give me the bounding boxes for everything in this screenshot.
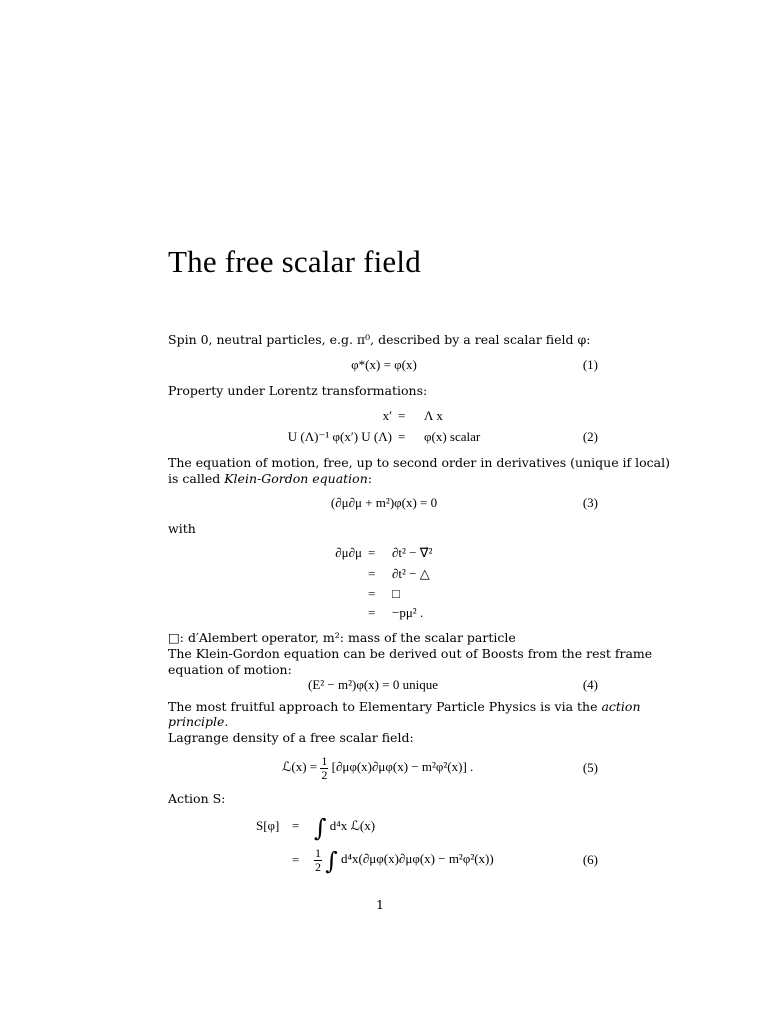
equation-5-frac-den: 2 [321,767,328,782]
equation-5-number: (5) [582,760,598,775]
paragraph-boosts-line2: equation of motion: [168,662,292,677]
equation-3-body: (∂μ∂μ + m²)φ(x) = 0 [330,495,438,510]
equation-5-fraction [320,755,328,782]
page-title: The free scalar field [168,244,421,279]
paragraph-intro: Spin 0, neutral particles, e.g. π⁰, described by a real scalar field φ: [168,332,591,347]
paragraph-lagrange: Lagrange density of a free scalar field: [168,730,414,745]
equation-5-rhs: [∂μφ(x)∂μφ(x) − m²φ²(x)] . [331,759,474,774]
paragraph-action-line2 [168,714,228,730]
integral-symbol: ∫ [325,847,338,875]
dalembert-rel-2: = [368,566,376,581]
dalembert-lhs: ∂μ∂μ [335,545,362,560]
equation-5 [282,752,473,782]
dalembert-rel-1: = [368,545,376,560]
equation-4-number: (4) [582,677,598,692]
paragraph-action-prefix: The most fruitful approach to Elementary Particle Physics is via the [168,699,598,714]
equation-2-row2-rhs: φ(x) scalar [424,429,481,444]
equation-2-number: (2) [582,429,598,444]
paragraph-eom-suffix: : [367,471,372,486]
equation-6-row-2-body: d⁴x(∂μφ(x)∂μφ(x) − m²φ²(x)) [341,851,494,866]
equation-6-rel-2: = [292,852,300,867]
equation-6-frac-den: 2 [315,859,321,874]
dalembert-row-4: −pμ² . [392,605,424,620]
dalembert-row-3: □ [392,586,400,601]
paragraph-eom-line1: The equation of motion, free, up to second order in derivatives (unique if local) [168,455,671,470]
equation-2-row2-lhs: U (Λ)⁻¹ φ(x′) U (Λ) [287,429,392,444]
dalembert-rel-4: = [368,605,376,620]
dalembert-rel-3: = [368,586,376,601]
equation-6-row-1-body: d⁴x ℒ(x) [329,818,376,833]
equation-2-row1-rel: = [398,408,406,423]
equation-2-row2-rel: = [398,429,406,444]
equation-6-rel-1: = [292,818,300,833]
equation-6-row-1 [314,814,376,842]
principle-term: principle [168,714,225,729]
equation-4: (E² − m²)φ(x) = 0 unique [308,677,438,692]
equation-1-body: φ*(x) = φ(x) [351,357,417,372]
paragraph-eom-prefix: is called [168,471,221,486]
paragraph-eom-line2 [168,471,372,487]
paragraph-action-s: Action S: [168,791,226,806]
equation-5-lhs: ℒ(x) = [282,759,318,774]
page-number: 1 [376,897,384,912]
equation-2-row1-lhs: x′ [382,408,392,423]
equation-6-row-2 [314,844,494,874]
equation-6-fraction [314,847,322,874]
paragraph-boosts-line1: The Klein-Gordon equation can be derived out of Boosts from the rest frame [168,646,653,661]
equation-3 [170,495,598,511]
equation-1-number: (1) [582,357,598,372]
equation-6-frac-num: 1 [315,845,321,860]
klein-gordon-term: Klein-Gordon equation [224,471,368,486]
dalembert-row-2: ∂t² − △ [392,566,430,581]
equation-6-number: (6) [582,852,598,867]
equation-5-frac-num: 1 [321,753,328,768]
paragraph-action-suffix: . [224,714,229,729]
equation-3-number: (3) [582,495,598,510]
paragraph-dalembert-note: □: d′Alembert operator, m²: mass of the scalar particle [168,630,516,645]
paragraph-lorentz: Property under Lorentz transformations: [168,383,428,398]
equation-6-lhs: S[φ] [256,818,280,833]
dalembert-row-1: ∂t² − ∇⃗² [392,545,433,560]
action-term: action [601,699,641,714]
equation-1 [170,357,598,373]
paragraph-with: with [168,521,196,536]
paragraph-action-line1 [168,699,641,715]
equation-2-row1-rhs: Λ x [424,408,443,423]
integral-symbol: ∫ [314,814,327,842]
